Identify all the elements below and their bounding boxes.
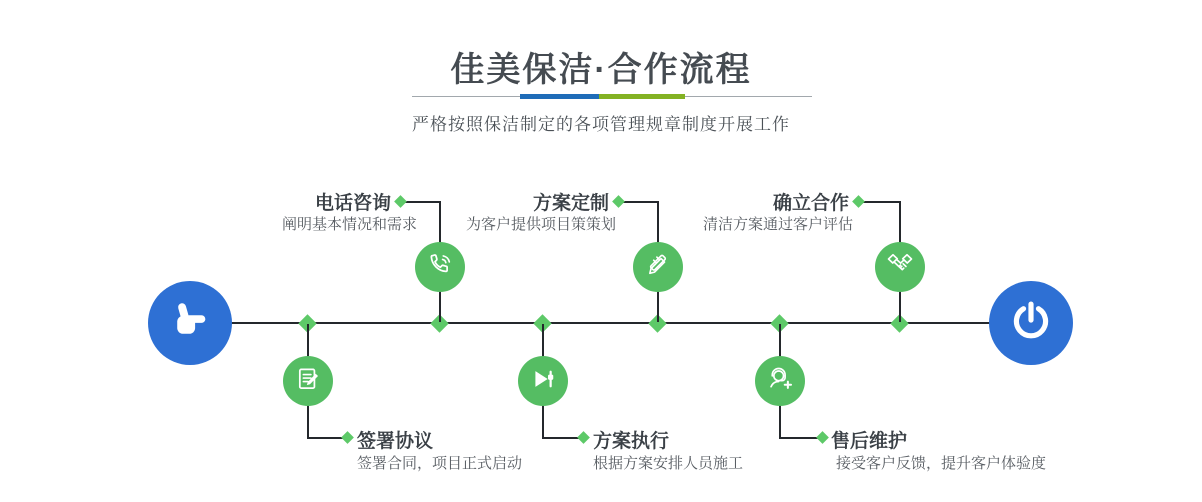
step-title: 方案定制	[532, 193, 609, 214]
step-description: 清洁方案通过客户评估	[702, 216, 853, 233]
label-diamond	[394, 195, 407, 208]
pointer-hand-icon	[167, 298, 213, 349]
connector-line	[622, 201, 659, 203]
label-diamond	[577, 431, 590, 444]
step-description: 签署合同，项目正式启动	[357, 455, 523, 472]
end-endpoint-circle	[989, 281, 1073, 365]
handshake-icon	[885, 250, 915, 285]
step-description: 为客户提供项目策策划	[465, 216, 616, 233]
step-title: 签署协议	[357, 431, 434, 452]
step-circle-service	[755, 356, 805, 406]
divider-blue-segment	[520, 94, 599, 99]
step-circle-phone	[415, 242, 465, 292]
label-diamond	[341, 431, 354, 444]
connector-line	[542, 437, 581, 439]
step-title: 电话咨询	[314, 193, 391, 214]
step-description: 接受客户反馈，提升客户体验度	[836, 455, 1047, 472]
step-title: 方案执行	[593, 431, 670, 452]
phone-icon	[426, 251, 454, 284]
label-diamond	[612, 195, 625, 208]
page-title: 佳美保洁·合作流程	[450, 51, 752, 89]
label-diamond	[816, 431, 829, 444]
label-diamond	[852, 195, 865, 208]
connector-line	[862, 201, 901, 203]
contract-icon	[294, 365, 322, 398]
play-slider-icon	[529, 365, 557, 398]
timeline-line	[231, 322, 990, 324]
power-icon	[1008, 298, 1054, 349]
step-title: 售后维护	[831, 431, 908, 452]
pencil-ruler-icon	[644, 251, 672, 284]
divider-green-segment	[599, 94, 685, 99]
start-endpoint-circle	[148, 281, 232, 365]
step-description: 根据方案安排人员施工	[593, 455, 744, 472]
step-title: 确立合作	[772, 193, 849, 214]
step-circle-design	[633, 242, 683, 292]
page-subtitle: 严格按照保洁制定的各项管理规章制度开展工作	[412, 115, 790, 134]
step-circle-execute	[518, 356, 568, 406]
step-circle-handshake	[875, 242, 925, 292]
connector-line	[307, 437, 345, 439]
step-circle-contract	[283, 356, 333, 406]
connector-line	[779, 437, 820, 439]
step-description: 阐明基本情况和需求	[281, 216, 417, 233]
customer-service-icon	[766, 364, 795, 398]
connector-line	[404, 201, 441, 203]
